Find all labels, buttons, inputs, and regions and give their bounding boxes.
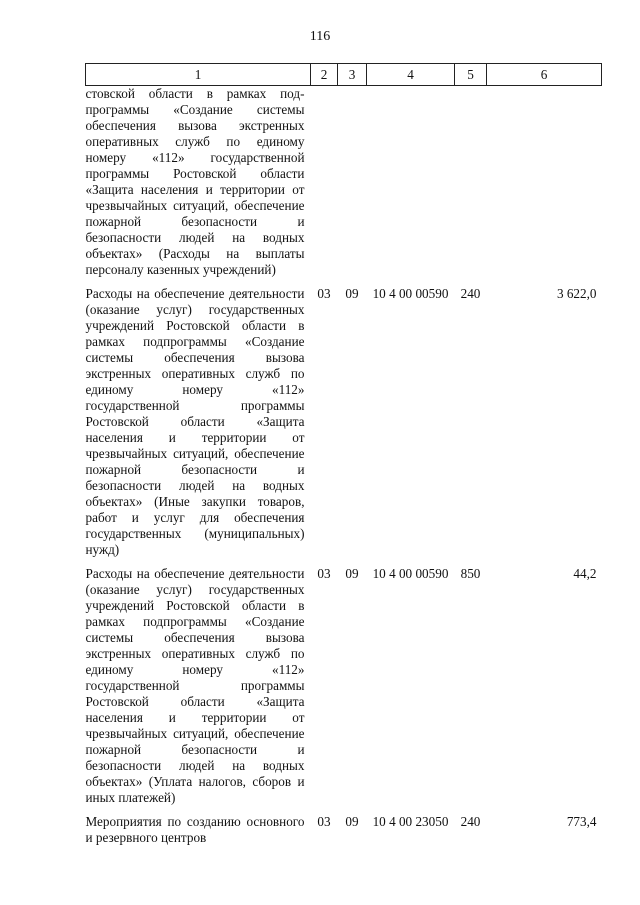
row-section: 03 <box>317 566 331 581</box>
row-expense-type: 240 <box>460 286 481 301</box>
row-target: 10 4 00 00590 <box>372 566 449 581</box>
table-row <box>86 278 602 558</box>
row-target: 10 4 00 00590 <box>372 286 449 301</box>
row-description: Мероприятия по созданию основного и резервного центров <box>85 814 305 845</box>
row-description: Расходы на обеспечение деятельности (оказание услуг) государственных учреждений Ростовской области в рамках подпрограммы «Создание системы обеспечения вызова экстренных оперативных служб по единому номеру «112» государственной программы Ростовской области «Защита населения и территории от чрезвычайных ситуаций, обеспечение пожарной безопасности и безопасности людей на водных объектах» (Иные закупки товаров, работ и услуг для обеспечения государственных (муниципальных) нужд) <box>85 286 305 557</box>
row-description: стовской области в рамках подпрограммы «Создание системы обеспечения вызова экстренных оперативных служб по единому номеру «112» государственной программы Ростовской области «Защита населения и территории от чрезвычайных ситуаций, обеспечение пожарной безопасности и безопасности людей на водных объектах» (Расходы на выплаты персоналу казенных учреждений) <box>85 86 305 277</box>
table-row <box>86 806 602 846</box>
page-number: 116 <box>309 29 331 44</box>
table-row <box>86 558 602 806</box>
row-expense-type: 240 <box>460 814 481 829</box>
row-target: 10 4 00 23050 <box>372 814 449 829</box>
row-section: 03 <box>317 286 331 301</box>
column-header: 3 <box>338 64 367 86</box>
column-header: 4 <box>367 64 455 86</box>
row-subsection: 09 <box>345 566 359 581</box>
table-row <box>86 86 602 279</box>
row-amount: 773,4 <box>566 814 597 829</box>
row-subsection: 09 <box>345 286 359 301</box>
column-header: 1 <box>86 64 311 86</box>
row-section <box>311 86 338 279</box>
row-amount <box>487 86 602 279</box>
row-section: 03 <box>317 814 331 829</box>
row-expense-type <box>455 86 487 279</box>
row-description: Расходы на обеспечение деятельности (оказание услуг) государственных учреждений Ростовской области в рамках подпрограммы «Создание системы обеспечения вызова экстренных оперативных служб по единому номеру «112» государственной программы Ростовской области «Защита населения и территории от чрезвычайных ситуаций, обеспечение пожарной безопасности и безопасности людей на водных объектах» (Уплата налогов, сборов и иных платежей) <box>85 566 305 805</box>
row-subsection <box>338 86 367 279</box>
table-header-row <box>86 64 602 86</box>
column-header: 2 <box>311 64 338 86</box>
column-header: 5 <box>455 64 487 86</box>
row-amount: 44,2 <box>573 566 597 581</box>
row-expense-type: 850 <box>460 566 481 581</box>
row-target <box>367 86 455 279</box>
row-amount: 3 622,0 <box>556 286 597 301</box>
column-header: 6 <box>487 64 602 86</box>
budget-table <box>85 63 602 846</box>
row-subsection: 09 <box>345 814 359 829</box>
